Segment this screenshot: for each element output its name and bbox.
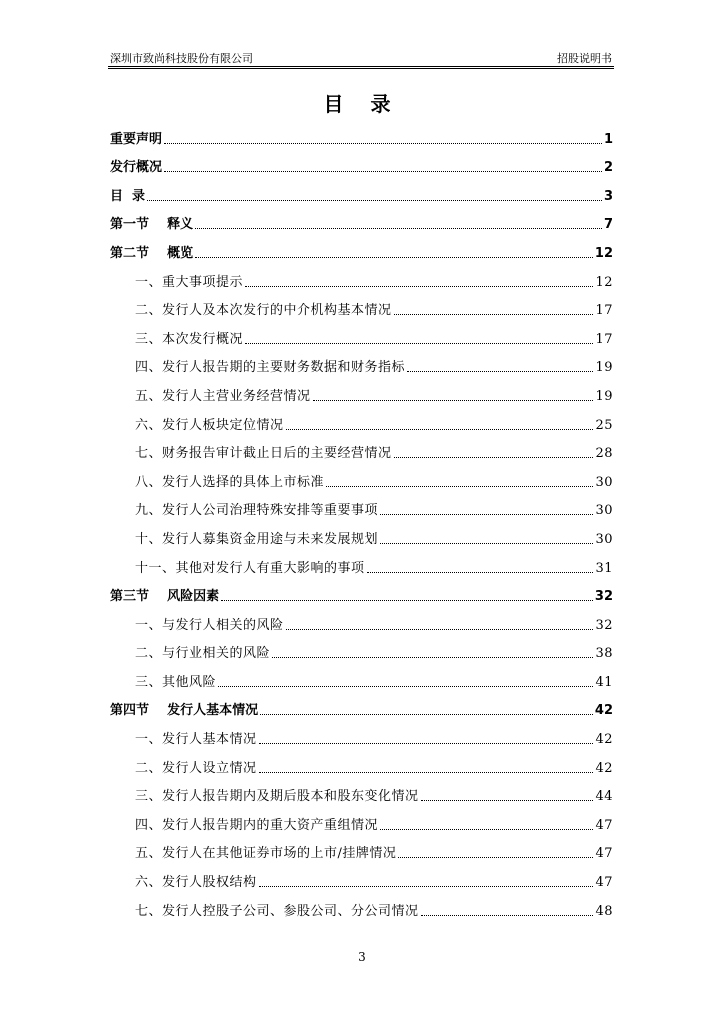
toc-entry-page-number: 28	[595, 446, 613, 462]
running-header	[108, 46, 614, 67]
toc-subsection-entry[interactable]	[110, 863, 613, 892]
toc-subsection-entry[interactable]	[110, 806, 613, 835]
toc-dot-leader	[380, 543, 593, 544]
toc-entry-page-number: 12	[594, 245, 613, 261]
toc-entry-label: 一、发行人基本情况	[135, 732, 257, 748]
toc-entry-page-number: 12	[595, 274, 613, 290]
toc-dot-leader	[421, 915, 594, 916]
toc-entry-label: 四、发行人报告期的主要财务数据和财务指标	[135, 360, 406, 376]
toc-entry-page-number: 7	[603, 217, 613, 233]
toc-subsection-entry[interactable]	[110, 549, 613, 578]
header-company-name: 深圳市致尚科技股份有限公司	[110, 52, 253, 65]
toc-entry-page-number: 42	[595, 760, 613, 776]
toc-entry-label: 十、发行人募集资金用途与未来发展规划	[135, 531, 379, 547]
toc-entry-page-number: 32	[594, 589, 613, 605]
toc-dot-leader	[326, 486, 593, 487]
toc-entry-label: 七、财务报告审计截止日后的主要经营情况	[135, 446, 392, 462]
toc-entry-page-number: 32	[595, 617, 613, 633]
toc-subsection-entry[interactable]	[110, 463, 613, 492]
toc-entry-page-number: 42	[594, 703, 613, 719]
toc-entry-label: 第一节 释义	[110, 217, 194, 233]
toc-entry-label: 三、发行人报告期内及期后股本和股东变化情况	[135, 789, 419, 805]
toc-subsection-entry[interactable]	[110, 435, 613, 464]
toc-entry-page-number: 47	[595, 817, 613, 833]
toc-entry-label: 一、重大事项提示	[135, 274, 244, 290]
toc-dot-leader	[259, 743, 594, 744]
toc-subsection-entry[interactable]	[110, 406, 613, 435]
toc-entry-page-number: 19	[595, 388, 613, 404]
toc-entry-page-number: 44	[595, 789, 613, 805]
toc-entry-page-number: 25	[595, 417, 613, 433]
toc-section-entry[interactable]	[110, 234, 613, 263]
toc-subsection-entry[interactable]	[110, 635, 613, 664]
toc-entry-page-number: 31	[595, 560, 613, 576]
toc-dot-leader	[147, 200, 602, 201]
toc-entry-page-number: 17	[595, 331, 613, 347]
toc-dot-leader	[394, 457, 594, 458]
page-title: 目 录	[323, 92, 401, 116]
toc-dot-leader	[195, 257, 593, 258]
toc-entry-label: 目 录	[110, 188, 146, 204]
toc-entry-page-number: 1	[603, 131, 613, 147]
toc-dot-leader	[195, 228, 602, 229]
toc-entry-page-number: 38	[595, 646, 613, 662]
table-of-contents	[110, 120, 613, 921]
toc-dot-leader	[164, 143, 602, 144]
toc-entry-page-number: 42	[595, 732, 613, 748]
toc-entry-label: 二、发行人设立情况	[135, 760, 257, 776]
toc-entry-page-number: 30	[595, 503, 613, 519]
toc-subsection-entry[interactable]	[110, 263, 613, 292]
toc-dot-leader	[286, 629, 594, 630]
toc-entry-page-number: 30	[595, 531, 613, 547]
toc-entry-page-number: 47	[595, 875, 613, 891]
toc-section-entry[interactable]	[110, 120, 613, 149]
toc-dot-leader	[367, 572, 594, 573]
toc-entry-page-number: 47	[595, 846, 613, 862]
toc-section-entry[interactable]	[110, 177, 613, 206]
toc-dot-leader	[245, 286, 593, 287]
toc-entry-page-number: 48	[595, 903, 613, 919]
header-document-type: 招股说明书	[557, 52, 612, 65]
toc-entry-label: 二、与行业相关的风险	[135, 646, 271, 662]
toc-entry-label: 重要声明	[110, 131, 163, 147]
toc-dot-leader	[272, 657, 593, 658]
toc-dot-leader	[221, 600, 593, 601]
toc-subsection-entry[interactable]	[110, 835, 613, 864]
toc-entry-label: 七、发行人控股子公司、参股公司、分公司情况	[135, 903, 419, 919]
toc-dot-leader	[259, 772, 594, 773]
toc-entry-label: 第三节 风险因素	[110, 589, 220, 605]
toc-entry-page-number: 19	[595, 360, 613, 376]
toc-entry-label: 八、发行人选择的具体上市标准	[135, 474, 325, 490]
page-number: 3	[358, 950, 366, 964]
toc-subsection-entry[interactable]	[110, 749, 613, 778]
toc-dot-leader	[245, 343, 593, 344]
toc-subsection-entry[interactable]	[110, 292, 613, 321]
toc-subsection-entry[interactable]	[110, 320, 613, 349]
toc-subsection-entry[interactable]	[110, 492, 613, 521]
toc-dot-leader	[421, 800, 594, 801]
toc-entry-label: 第四节 发行人基本情况	[110, 703, 259, 719]
toc-section-entry[interactable]	[110, 578, 613, 607]
toc-entry-page-number: 41	[595, 674, 613, 690]
toc-section-entry[interactable]	[110, 149, 613, 178]
toc-entry-label: 五、发行人在其他证券市场的上市/挂牌情况	[135, 846, 397, 862]
toc-dot-leader	[380, 829, 593, 830]
toc-entry-label: 二、发行人及本次发行的中介机构基本情况	[135, 303, 392, 319]
toc-subsection-entry[interactable]	[110, 606, 613, 635]
toc-dot-leader	[260, 714, 593, 715]
toc-entry-label: 六、发行人板块定位情况	[135, 417, 284, 433]
toc-entry-label: 三、其他风险	[135, 674, 217, 690]
header-divider	[108, 68, 614, 69]
toc-entry-label: 十一、其他对发行人有重大影响的事项	[135, 560, 365, 576]
toc-entry-label: 发行概况	[110, 160, 163, 176]
toc-entry-label: 九、发行人公司治理特殊安排等重要事项	[135, 503, 379, 519]
toc-dot-leader	[394, 314, 594, 315]
toc-entry-page-number: 3	[603, 188, 613, 204]
toc-dot-leader	[313, 400, 594, 401]
toc-subsection-entry[interactable]	[110, 892, 613, 921]
toc-section-entry[interactable]	[110, 206, 613, 235]
toc-entry-label: 四、发行人报告期内的重大资产重组情况	[135, 817, 379, 833]
toc-subsection-entry[interactable]	[110, 377, 613, 406]
toc-entry-page-number: 30	[595, 474, 613, 490]
toc-section-entry[interactable]	[110, 692, 613, 721]
toc-entry-page-number: 17	[595, 303, 613, 319]
toc-subsection-entry[interactable]	[110, 720, 613, 749]
toc-dot-leader	[259, 886, 594, 887]
toc-subsection-entry[interactable]	[110, 349, 613, 378]
toc-entry-label: 一、与发行人相关的风险	[135, 617, 284, 633]
toc-entry-label: 第二节 概览	[110, 245, 194, 261]
toc-dot-leader	[286, 429, 594, 430]
toc-subsection-entry[interactable]	[110, 778, 613, 807]
toc-entry-page-number: 2	[603, 160, 613, 176]
toc-dot-leader	[164, 171, 602, 172]
toc-subsection-entry[interactable]	[110, 520, 613, 549]
toc-dot-leader	[398, 857, 593, 858]
toc-subsection-entry[interactable]	[110, 663, 613, 692]
toc-entry-label: 五、发行人主营业务经营情况	[135, 388, 311, 404]
toc-dot-leader	[218, 686, 593, 687]
toc-entry-label: 三、本次发行概况	[135, 331, 244, 347]
toc-dot-leader	[407, 371, 593, 372]
toc-dot-leader	[380, 514, 593, 515]
toc-entry-label: 六、发行人股权结构	[135, 875, 257, 891]
